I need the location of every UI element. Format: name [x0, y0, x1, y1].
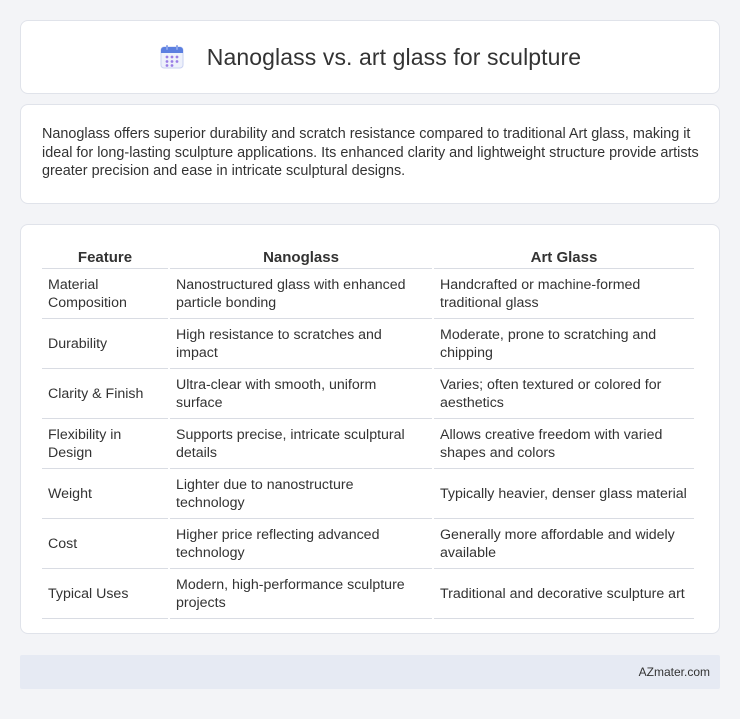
page-title: Nanoglass vs. art glass for sculpture	[206, 43, 582, 70]
cell-art-glass: Allows creative freedom with varied shapes and colors	[434, 419, 694, 469]
cell-nanoglass: Higher price reflecting advanced technology	[170, 519, 432, 569]
table-row	[42, 469, 694, 519]
cell-art-glass: Traditional and decorative sculpture art	[434, 569, 694, 619]
cell-nanoglass: Lighter due to nanostructure technology	[170, 469, 432, 519]
table-header-row	[42, 245, 694, 269]
cell-art-glass: Varies; often textured or colored for aesthetics	[434, 369, 694, 419]
cell-feature: Material Composition	[42, 269, 168, 319]
table-row	[42, 369, 694, 419]
cell-feature: Typical Uses	[42, 569, 168, 619]
table-row	[42, 519, 694, 569]
comparison-card	[20, 224, 720, 634]
cell-nanoglass: Modern, high-performance sculpture projects	[170, 569, 432, 619]
cell-art-glass: Handcrafted or machine-formed traditional glass	[434, 269, 694, 319]
intro-card	[20, 104, 720, 204]
cell-art-glass: Moderate, prone to scratching and chipping	[434, 319, 694, 369]
intro-text: Nanoglass offers superior durability and scratch resistance compared to traditional Art glass, making it ideal for long-lasting sculpture applications. Its enhanced clarity and lightweight structure provide artists greater precision and ease in intricate sculptural designs.	[42, 126, 699, 179]
comparison-table	[40, 245, 696, 619]
table-row	[42, 319, 694, 369]
cell-feature: Flexibility in Design	[42, 419, 168, 469]
cell-feature: Cost	[42, 519, 168, 569]
table-row	[42, 419, 694, 469]
table-row	[42, 569, 694, 619]
cell-nanoglass: Nanostructured glass with enhanced particle bonding	[170, 269, 432, 319]
table-row	[42, 269, 694, 319]
cell-art-glass: Generally more affordable and widely available	[434, 519, 694, 569]
cell-nanoglass: High resistance to scratches and impact	[170, 319, 432, 369]
cell-art-glass: Typically heavier, denser glass material	[434, 469, 694, 519]
header-art-glass: Art Glass	[434, 245, 694, 269]
title-card	[20, 20, 720, 94]
footer-brand[interactable]: AZmater.com	[638, 665, 710, 679]
cell-feature: Weight	[42, 469, 168, 519]
cell-feature: Durability	[42, 319, 168, 369]
header-feature: Feature	[42, 245, 168, 269]
footer-bar	[20, 655, 720, 689]
cell-nanoglass: Ultra-clear with smooth, uniform surface	[170, 369, 432, 419]
cell-feature: Clarity & Finish	[42, 369, 168, 419]
header-nanoglass: Nanoglass	[170, 245, 432, 269]
calendar-icon	[159, 44, 185, 70]
cell-nanoglass: Supports precise, intricate sculptural details	[170, 419, 432, 469]
